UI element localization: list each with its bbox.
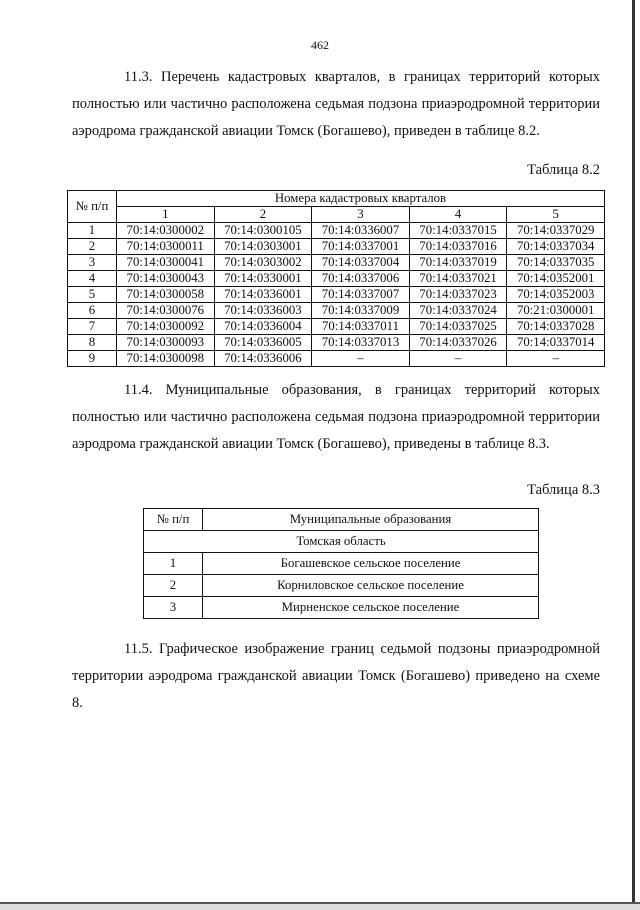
table-8-2-col-header: 3	[312, 207, 410, 223]
cadastral-number: 70:14:0337007	[312, 287, 410, 303]
cadastral-number: 70:14:0337026	[409, 335, 507, 351]
region-name: Томская область	[144, 531, 539, 553]
table-row	[68, 335, 605, 351]
row-number: 1	[144, 553, 203, 575]
row-number: 1	[68, 223, 117, 239]
cadastral-number: 70:14:0300105	[214, 223, 312, 239]
cadastral-number: 70:14:0337006	[312, 271, 410, 287]
table-row	[68, 351, 605, 367]
cadastral-number: 70:14:0337025	[409, 319, 507, 335]
table-8-3-caption: Таблица 8.3	[527, 482, 600, 498]
municipality-name: Мирненское сельское поселение	[203, 597, 539, 619]
table-row	[144, 553, 539, 575]
cadastral-number: 70:14:0303002	[214, 255, 312, 271]
cadastral-number: 70:14:0337029	[507, 223, 605, 239]
table-8-2-col-header: 2	[214, 207, 312, 223]
cadastral-number: 70:14:0300076	[117, 303, 215, 319]
table-8-2-header-group: Номера кадастровых кварталов	[117, 191, 605, 207]
cadastral-number: 70:14:0337016	[409, 239, 507, 255]
cadastral-number: 70:21:0300001	[507, 303, 605, 319]
cadastral-number: 70:14:0330001	[214, 271, 312, 287]
paragraph-11-3-text: 11.3. Перечень кадастровых кварталов, в границах территорий которых полностью или частично расположена седьмая подзона приаэродромной территории аэродрома гражданской авиации Томск (Богашево), приведен в таблице 8.2.	[72, 69, 600, 139]
municipality-name: Корниловское сельское поселение	[203, 575, 539, 597]
paragraph-11-5-text: 11.5. Графическое изображение границ седьмой подзоны приаэродромной территории аэродрома гражданской авиации Томск (Богашево) приведено на схеме 8.	[72, 641, 600, 711]
table-row	[68, 319, 605, 335]
cadastral-number: 70:14:0337035	[507, 255, 605, 271]
table-8-2-col-header: 1	[117, 207, 215, 223]
row-number: 3	[144, 597, 203, 619]
table-8-3-header-name: Муниципальные образования	[203, 509, 539, 531]
cadastral-number: 70:14:0337019	[409, 255, 507, 271]
cadastral-number: 70:14:0352003	[507, 287, 605, 303]
row-number: 4	[68, 271, 117, 287]
row-number: 3	[68, 255, 117, 271]
cadastral-number: 70:14:0337034	[507, 239, 605, 255]
table-8-2-caption: Таблица 8.2	[527, 162, 600, 178]
cadastral-number: 70:14:0300093	[117, 335, 215, 351]
cadastral-number: 70:14:0300092	[117, 319, 215, 335]
cadastral-number: 70:14:0300002	[117, 223, 215, 239]
table-row	[144, 531, 539, 553]
cadastral-number: 70:14:0300043	[117, 271, 215, 287]
cadastral-number: –	[507, 351, 605, 367]
row-number: 9	[68, 351, 117, 367]
row-number: 6	[68, 303, 117, 319]
cadastral-number: 70:14:0336007	[312, 223, 410, 239]
cadastral-number: 70:14:0300041	[117, 255, 215, 271]
cadastral-number: 70:14:0300058	[117, 287, 215, 303]
cadastral-number: 70:14:0336006	[214, 351, 312, 367]
cadastral-number: 70:14:0336004	[214, 319, 312, 335]
paragraph-11-4-text: 11.4. Муниципальные образования, в границах территорий которых полностью или частично расположена седьмая подзона приаэродромной территории аэродрома гражданской авиации Томск (Богашево), приведены в таблице 8.3.	[72, 382, 600, 452]
table-8-2-col-header: 4	[409, 207, 507, 223]
cadastral-number: 70:14:0336003	[214, 303, 312, 319]
cadastral-number: 70:14:0336001	[214, 287, 312, 303]
cadastral-number: 70:14:0337001	[312, 239, 410, 255]
row-number: 7	[68, 319, 117, 335]
table-8-2-header-no: № п/п	[68, 191, 117, 223]
cadastral-number: 70:14:0352001	[507, 271, 605, 287]
page-number: 462	[311, 38, 329, 52]
paragraph-11-5	[72, 636, 600, 717]
table-8-3	[143, 508, 539, 619]
cadastral-number: 70:14:0337015	[409, 223, 507, 239]
cadastral-number: –	[409, 351, 507, 367]
table-row	[68, 271, 605, 287]
table-8-2-col-header: 5	[507, 207, 605, 223]
cadastral-number: 70:14:0337023	[409, 287, 507, 303]
scan-edge-bottom	[0, 902, 640, 904]
table-row	[68, 287, 605, 303]
municipality-name: Богашевское сельское поселение	[203, 553, 539, 575]
table-row	[144, 575, 539, 597]
row-number: 8	[68, 335, 117, 351]
cadastral-number: 70:14:0337021	[409, 271, 507, 287]
cadastral-number: 70:14:0337013	[312, 335, 410, 351]
cadastral-number: 70:14:0300098	[117, 351, 215, 367]
scan-edge-shadow	[0, 904, 640, 910]
cadastral-number: 70:14:0337004	[312, 255, 410, 271]
row-number: 2	[68, 239, 117, 255]
cadastral-number: 70:14:0337009	[312, 303, 410, 319]
cadastral-number: 70:14:0337024	[409, 303, 507, 319]
table-8-3-header-no: № п/п	[144, 509, 203, 531]
cadastral-number: –	[312, 351, 410, 367]
scan-edge-right	[632, 0, 635, 910]
table-row	[68, 255, 605, 271]
table-row	[68, 303, 605, 319]
cadastral-number: 70:14:0336005	[214, 335, 312, 351]
cadastral-number: 70:14:0337028	[507, 319, 605, 335]
cadastral-number: 70:14:0300011	[117, 239, 215, 255]
table-row	[144, 597, 539, 619]
table-row	[68, 223, 605, 239]
paragraph-11-3	[72, 64, 600, 145]
cadastral-number: 70:14:0303001	[214, 239, 312, 255]
cadastral-number: 70:14:0337014	[507, 335, 605, 351]
row-number: 2	[144, 575, 203, 597]
row-number: 5	[68, 287, 117, 303]
table-row	[68, 239, 605, 255]
table-8-2	[67, 190, 605, 367]
paragraph-11-4	[72, 377, 600, 458]
cadastral-number: 70:14:0337011	[312, 319, 410, 335]
